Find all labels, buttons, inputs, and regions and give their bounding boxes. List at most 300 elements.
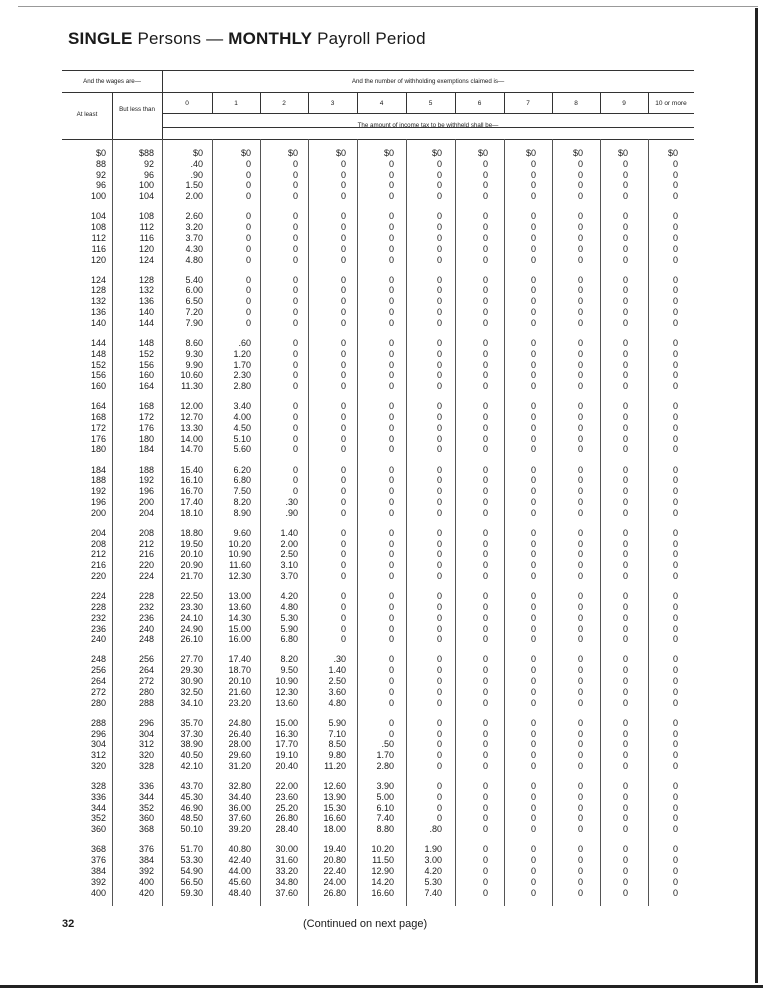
tax-amount-cell: 19.50 [180,538,203,549]
wage-less-than-cell: 272 [138,676,154,686]
tax-amount-cell: 23.20 [228,697,251,708]
tax-amount-cell: 0 [622,728,628,739]
tax-amount-cell: 0 [530,475,536,486]
tax-amount-cell: $0 [477,148,488,158]
tax-amount-cell: 0 [436,612,442,623]
tax-amount-cell: 0 [672,401,678,412]
wage-at-least-cell: 180 [90,444,106,455]
tax-amount-cell: 1.70 [376,750,394,761]
tax-amount-cell: 0 [622,560,628,571]
tax-amount-cell: 0 [577,601,583,612]
tax-amount-cell: 0 [530,855,536,866]
tax-amount-cell: 13.60 [228,601,251,612]
table-row [62,634,694,645]
tax-amount-cell: 0 [577,507,583,518]
tax-amount-cell: 0 [530,876,536,887]
tax-amount-cell: 6.20 [233,464,251,475]
tax-amount-cell: 0 [530,697,536,708]
tax-amount-cell: 0 [436,802,442,813]
tax-amount-cell: 0 [622,717,628,728]
tax-amount-cell: 32.50 [180,686,203,697]
tax-amount-cell: 20.10 [228,676,251,686]
tax-amount-cell: 0 [530,549,536,560]
tax-amount-cell: 0 [672,527,678,538]
tax-amount-cell: 0 [622,307,628,317]
exemption-column-header: 10 or more [655,100,687,107]
tax-amount-cell: 11.50 [372,855,394,866]
table-row [62,813,694,824]
tax-amount-cell: 3.40 [233,401,251,412]
tax-amount-cell: 0 [482,623,488,634]
tax-amount-cell: 0 [530,211,536,222]
tax-amount-cell: 12.00 [180,401,203,412]
tax-amount-cell: 0 [292,348,298,359]
table-row [62,381,694,392]
tax-amount-cell: 18.70 [228,665,251,676]
tax-amount-cell: 0 [388,232,394,243]
tax-amount-cell: 5.60 [233,444,251,455]
wage-at-least-cell: 400 [90,887,106,898]
exemption-column-header: 3 [330,100,335,107]
tax-amount-cell: 0 [622,232,628,243]
tax-amount-cell: 0 [672,623,678,634]
tax-amount-cell: 0 [482,285,488,296]
tax-amount-cell: $0 [525,148,536,158]
header-divider [357,92,358,113]
tax-amount-cell: 0 [388,401,394,412]
tax-amount-cell: 6.50 [185,296,203,307]
tax-amount-cell: 0 [436,169,442,180]
wage-less-than-cell: 392 [138,865,154,876]
tax-amount-cell: 0 [482,549,488,560]
wage-at-least-cell: 108 [90,222,106,233]
tax-amount-cell: 26.80 [323,887,346,898]
tax-amount-cell: 0 [577,169,583,180]
tax-amount-cell: 6.80 [280,634,298,645]
tax-amount-cell: 0 [388,285,394,296]
tax-amount-cell: 0 [672,802,678,813]
tax-amount-cell: 0 [530,222,536,233]
tax-amount-cell: 30.90 [180,676,203,686]
tax-amount-cell: 0 [388,560,394,571]
tax-amount-cell: 0 [482,433,488,444]
tax-amount-cell: 0 [436,285,442,296]
header-divider [212,92,213,113]
tax-amount-cell: 0 [292,191,298,202]
tax-amount-cell: 0 [482,697,488,708]
tax-amount-cell: 0 [530,232,536,243]
tax-amount-cell: 29.30 [180,665,203,676]
wage-less-than-cell: 196 [138,486,154,497]
tax-amount-cell: 2.80 [233,381,251,392]
tax-amount-cell: 8.50 [328,739,346,750]
wage-at-least-cell: 304 [90,739,106,750]
tax-amount-cell: 0 [245,243,251,254]
tax-amount-cell: 1.20 [233,348,251,359]
tax-amount-cell: 22.50 [180,591,203,602]
tax-amount-cell: 0 [436,348,442,359]
wage-less-than-cell: 336 [138,781,154,791]
tax-amount-cell: 48.50 [180,813,203,824]
tax-amount-cell: 0 [436,433,442,444]
tax-amount-cell: 6.80 [233,475,251,486]
tax-amount-cell: 0 [577,433,583,444]
tax-amount-cell: 14.20 [371,876,394,887]
tax-amount-cell: 0 [436,243,442,254]
tax-amount-cell: 0 [436,634,442,645]
wage-less-than-cell: 224 [138,571,154,581]
tax-amount-cell: 24.10 [180,612,203,623]
wage-at-least-cell: 344 [90,802,106,813]
table-row [62,211,694,222]
tax-amount-cell: 0 [340,211,346,222]
tax-amount-cell: 0 [436,496,442,507]
tax-amount-cell: 0 [245,274,251,285]
tax-amount-cell: 36.00 [228,802,251,813]
tax-amount-cell: 0 [482,422,488,433]
header-wages: And the wages are— [83,78,141,85]
tax-amount-cell: 0 [672,254,678,265]
tax-amount-cell: 0 [672,676,678,686]
tax-amount-cell: 0 [436,401,442,412]
tax-amount-cell: 0 [245,307,251,317]
table-row [62,338,694,349]
tax-amount-cell: 0 [622,401,628,412]
tax-amount-cell: 20.80 [323,855,346,866]
tax-amount-cell: 0 [622,169,628,180]
tax-amount-cell: 0 [530,337,536,348]
tax-amount-cell: 0 [482,169,488,180]
tax-amount-cell: 0 [577,274,583,285]
tax-amount-cell: 37.60 [275,887,298,898]
title-monthly: MONTHLY [228,29,313,48]
tax-amount-cell: 0 [292,211,298,222]
wage-at-least-cell: 336 [90,791,106,802]
wage-at-least-cell: 176 [90,433,106,444]
tax-amount-cell: 0 [436,475,442,486]
tax-amount-cell: 0 [436,750,442,761]
tax-amount-cell: 4.80 [328,697,346,708]
tax-amount-cell: 16.70 [180,486,203,497]
table-row [62,824,694,835]
tax-amount-cell: 2.00 [185,191,203,202]
tax-amount-cell: 59.30 [180,887,203,898]
tax-amount-cell: 0 [482,739,488,750]
wage-at-least-cell: 272 [90,686,106,697]
wage-less-than-cell: 120 [138,243,154,254]
wage-less-than-cell: 264 [138,665,154,676]
tax-amount-cell: 0 [340,232,346,243]
tax-amount-cell: 0 [622,623,628,634]
wage-less-than-cell: 108 [138,211,154,222]
tax-amount-cell: 0 [482,381,488,392]
table-row [62,803,694,814]
wage-less-than-cell: 132 [138,285,154,296]
tax-amount-cell: 16.00 [228,634,251,645]
wage-less-than-cell: 236 [138,612,154,623]
tax-amount-cell: 0 [530,444,536,455]
tax-amount-cell: 34.40 [228,791,251,802]
tax-amount-cell: 32.80 [228,781,251,791]
tax-amount-cell: 0 [577,824,583,835]
tax-amount-cell: 12.90 [371,865,394,876]
wage-at-least-cell: 136 [90,307,106,317]
tax-amount-cell: 0 [577,285,583,296]
tax-amount-cell: 0 [530,717,536,728]
tax-amount-cell: 0 [482,791,488,802]
tax-amount-cell: 0 [672,381,678,392]
tax-amount-cell: 0 [530,464,536,475]
tax-amount-cell: $0 [617,148,628,158]
tax-amount-cell: 0 [530,654,536,665]
tax-amount-cell: 0 [340,560,346,571]
tax-amount-cell: 17.40 [228,654,251,665]
tax-amount-cell: 0 [388,317,394,328]
wage-less-than-cell: 104 [138,191,154,202]
tax-amount-cell: 0 [292,370,298,381]
tax-amount-cell: 0 [292,486,298,497]
tax-amount-cell: 25.20 [275,802,298,813]
tax-amount-cell: 13.00 [228,591,251,602]
tax-amount-cell: 0 [622,676,628,686]
tax-amount-cell: 0 [292,359,298,370]
tax-amount-cell: 0 [530,676,536,686]
tax-amount-cell: 56.50 [180,876,203,887]
table-row [62,866,694,877]
tax-amount-cell: 20.40 [275,760,298,771]
wage-at-least-cell: 256 [90,665,106,676]
tax-amount-cell: 9.60 [233,527,251,538]
tax-amount-cell: 16.60 [323,813,346,824]
tax-amount-cell: 0 [672,486,678,497]
tax-amount-cell: 0 [436,158,442,169]
tax-amount-cell: 0 [482,887,488,898]
title-period: Payroll Period [317,29,426,48]
tax-amount-cell: 0 [436,760,442,771]
tax-amount-cell: 0 [388,538,394,549]
tax-amount-cell: 0 [482,654,488,665]
tax-amount-cell: 0 [482,370,488,381]
table-row [62,676,694,687]
wage-at-least-cell: 100 [90,191,106,202]
tax-amount-cell: 0 [482,401,488,412]
tax-amount-cell: 0 [622,591,628,602]
table-row [62,148,694,159]
tax-amount-cell: 0 [482,560,488,571]
tax-amount-cell: 0 [340,444,346,455]
tax-amount-cell: 0 [388,370,394,381]
tax-amount-cell: 0 [672,444,678,455]
tax-amount-cell: 0 [388,654,394,665]
tax-amount-cell: 0 [577,243,583,254]
header-exemptions: And the number of withholding exemptions claimed is— [351,78,505,85]
tax-amount-cell: 5.40 [185,274,203,285]
wage-less-than-cell: 420 [138,887,154,898]
wage-at-least-cell: 164 [90,401,106,412]
tax-amount-cell: 4.50 [233,422,251,433]
tax-amount-cell: 0 [482,507,488,518]
wage-less-than-cell: 148 [138,337,154,348]
wage-less-than-cell: 160 [138,370,154,381]
tax-amount-cell: 0 [340,591,346,602]
tax-amount-cell: 51.70 [180,844,203,855]
wage-at-least-cell: 240 [90,634,106,645]
tax-amount-cell: 0 [340,527,346,538]
tax-amount-cell: 0 [436,222,442,233]
tax-amount-cell: 0 [530,348,536,359]
tax-amount-cell: 37.60 [228,813,251,824]
tax-amount-cell: 0 [436,717,442,728]
wage-less-than-cell: 176 [138,422,154,433]
tax-amount-cell: 0 [482,686,488,697]
tax-amount-cell: 0 [577,717,583,728]
tax-amount-cell: 0 [577,612,583,623]
table-row [62,465,694,476]
tax-amount-cell: 0 [672,232,678,243]
tax-amount-cell: 0 [436,254,442,265]
tax-amount-cell: 0 [530,180,536,191]
tax-amount-cell: 0 [672,307,678,317]
header-divider [112,93,113,139]
tax-amount-cell: 0 [577,222,583,233]
tax-amount-cell: 0 [436,381,442,392]
tax-amount-cell: 0 [622,844,628,855]
tax-amount-cell: 0 [622,865,628,876]
tax-amount-cell: 10.60 [180,370,203,381]
table-row [62,244,694,255]
tax-amount-cell: 0 [622,750,628,761]
tax-amount-cell: 0 [672,634,678,645]
tax-amount-cell: 0 [530,158,536,169]
wage-at-least-cell: 104 [90,211,106,222]
tax-amount-cell: 0 [245,191,251,202]
tax-amount-cell: 0 [672,813,678,824]
tax-amount-cell: 0 [436,274,442,285]
tax-amount-cell: 0 [530,527,536,538]
wage-at-least-cell: 312 [90,750,106,761]
table-row [62,360,694,371]
tax-amount-cell: 16.10 [180,475,203,486]
tax-amount-cell: 0 [482,222,488,233]
wage-less-than-cell: 116 [139,232,154,243]
wage-at-least-cell: 184 [90,464,106,475]
tax-amount-cell: 0 [245,317,251,328]
tax-amount-cell: 0 [340,169,346,180]
tax-amount-cell: 0 [530,422,536,433]
tax-amount-cell: 24.90 [180,623,203,634]
tax-amount-cell: 0 [577,527,583,538]
tax-amount-cell: 0 [530,359,536,370]
tax-amount-cell: 0 [482,211,488,222]
tax-amount-cell: 0 [436,571,442,581]
table-row [62,318,694,329]
tax-amount-cell: 0 [482,781,488,791]
tax-amount-cell: 0 [388,728,394,739]
tax-amount-cell: 0 [340,422,346,433]
tax-amount-cell: 11.20 [324,760,346,771]
tax-amount-cell: 23.30 [180,601,203,612]
wage-at-least-cell: 96 [95,180,106,191]
page-edge-bottom [0,985,763,988]
tax-amount-cell: 3.00 [424,855,442,866]
tax-amount-cell: 0 [622,824,628,835]
wage-less-than-cell: 216 [138,549,154,560]
tax-amount-cell: 6.10 [376,802,394,813]
tax-amount-cell: 0 [388,254,394,265]
wage-less-than-cell: 128 [138,274,154,285]
tax-amount-cell: 15.40 [180,464,203,475]
tax-amount-cell: 1.50 [185,180,203,191]
wage-at-least-cell: 92 [95,169,106,180]
table-row [62,560,694,571]
tax-amount-cell: 5.30 [280,612,298,623]
table-row [62,275,694,286]
tax-amount-cell: 0 [672,191,678,202]
wage-less-than-cell: 168 [138,401,154,412]
tax-amount-cell: 0 [672,739,678,750]
tax-amount-cell: 9.50 [280,665,298,676]
wage-at-least-cell: 132 [90,296,106,307]
tax-amount-cell: 0 [340,158,346,169]
exemption-column-header: 5 [428,100,433,107]
tax-amount-cell: 0 [622,337,628,348]
tax-amount-cell: 0 [436,739,442,750]
tax-amount-cell: $0 [383,148,394,158]
wage-less-than-cell: 320 [138,750,154,761]
tax-amount-cell: 8.60 [185,337,203,348]
wage-less-than-cell: 400 [138,876,154,887]
tax-amount-cell: 0 [577,158,583,169]
page-edge-top [18,6,758,7]
table-row [62,170,694,181]
wage-at-least-cell: 280 [90,697,106,708]
tax-amount-cell: 35.70 [180,717,203,728]
page-edge-right [755,8,758,983]
tax-amount-cell: 8.20 [233,496,251,507]
wage-less-than-cell: 360 [138,813,154,824]
header-divider [406,92,407,113]
tax-amount-cell: 0 [672,348,678,359]
tax-amount-cell: 12.70 [180,412,203,422]
tax-amount-cell: 31.20 [228,760,251,771]
tax-amount-cell: 0 [622,370,628,381]
tax-amount-cell: 0 [672,750,678,761]
tax-amount-cell: 0 [436,211,442,222]
table-row [62,624,694,635]
tax-amount-cell: 0 [388,169,394,180]
tax-amount-cell: 0 [622,855,628,866]
tax-amount-cell: 0 [530,612,536,623]
tax-amount-cell: 28.00 [228,739,251,750]
tax-amount-cell: 0 [482,348,488,359]
exemption-column-header: 0 [185,100,189,107]
tax-amount-cell: 0 [292,222,298,233]
tax-amount-cell: 19.40 [323,844,346,855]
tax-amount-cell: 0 [530,412,536,422]
tax-amount-cell: 16.60 [371,887,394,898]
tax-amount-cell: 0 [622,507,628,518]
tax-amount-cell: 0 [482,180,488,191]
tax-amount-cell: 0 [388,571,394,581]
tax-amount-cell: 0 [577,381,583,392]
wage-at-least-cell: 120 [90,254,106,265]
wage-less-than-cell: 296 [138,717,154,728]
wage-at-least-cell: 124 [90,274,106,285]
table-row [62,296,694,307]
tax-amount-cell: 0 [292,307,298,317]
tax-amount-cell: 0 [388,623,394,634]
tax-amount-cell: .50 [381,739,394,750]
